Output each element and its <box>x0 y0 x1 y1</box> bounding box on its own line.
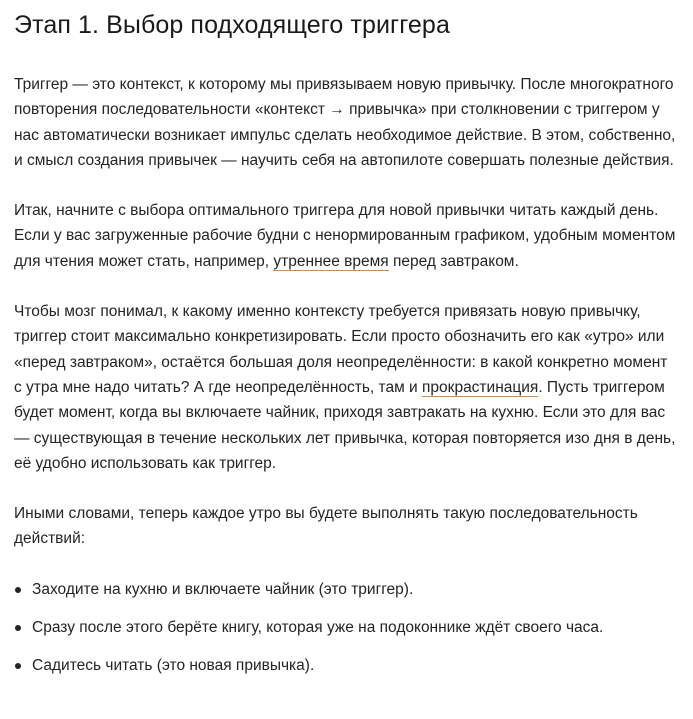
paragraph-text: Итак, начните с выбора оптимального триггера для новой привычки читать каждый день. Если у вас загруженные рабочие будни с ненормированным графиком, удобным моментом для чтения может стать, например, <box>14 202 676 270</box>
paragraph-concretize-trigger <box>14 299 677 476</box>
bullet-icon <box>15 625 21 631</box>
paragraph-text: перед завтраком. <box>388 252 519 270</box>
action-sequence-list <box>14 577 677 678</box>
morning-time-link[interactable]: утреннее время <box>273 252 389 270</box>
list-item <box>14 653 677 678</box>
procrastination-link[interactable]: прокрастинация <box>422 378 539 396</box>
paragraph-choose-trigger <box>14 198 677 274</box>
list-item <box>14 577 677 602</box>
bullet-icon <box>15 663 21 669</box>
bullet-icon <box>15 587 21 593</box>
list-item-text: Садитесь читать (это новая привычка). <box>32 656 315 674</box>
paragraph-text: Чтобы мозг понимал, к какому именно контексту требуется привязать новую привычку, триггер стоит максимально конкретизировать. Если просто обозначить его как «утро» или «перед завтраком», остаётся большая доля неопределённости: в какой конкретно момент с утра мне надо читать? А где неопределённость, там и <box>14 303 668 396</box>
list-item-text: Сразу после этого берёте книгу, которая уже на подоконнике ждёт своего часа. <box>32 618 604 636</box>
list-item <box>14 615 677 640</box>
paragraph-text: . Пусть триггером будет момент, когда вы включаете чайник, приходя завтракать на кухню. Если это для вас — существующая в течение нескольких лет привычка, которая повторяется изо дня в день, её удобно использовать как триггер. <box>14 378 676 472</box>
paragraph-sequence-intro: Иными словами, теперь каждое утро вы будете выполнять такую последовательность действий: <box>14 505 638 548</box>
list-item-text: Заходите на кухню и включаете чайник (это триггер). <box>32 580 414 598</box>
paragraph-trigger-definition: Триггер — это контекст, к которому мы привязываем новую привычку. После многократного повторения последовательности «контекст → привычка» при столкновении с триггером у нас автоматически возникает импульс сделать необходимое действие. В этом, собственно, и смысл создания привычек — научить себя на автопилоте совершать полезные действия. <box>14 76 676 169</box>
section-title: Этап 1. Выбор подходящего триггера <box>14 11 450 39</box>
